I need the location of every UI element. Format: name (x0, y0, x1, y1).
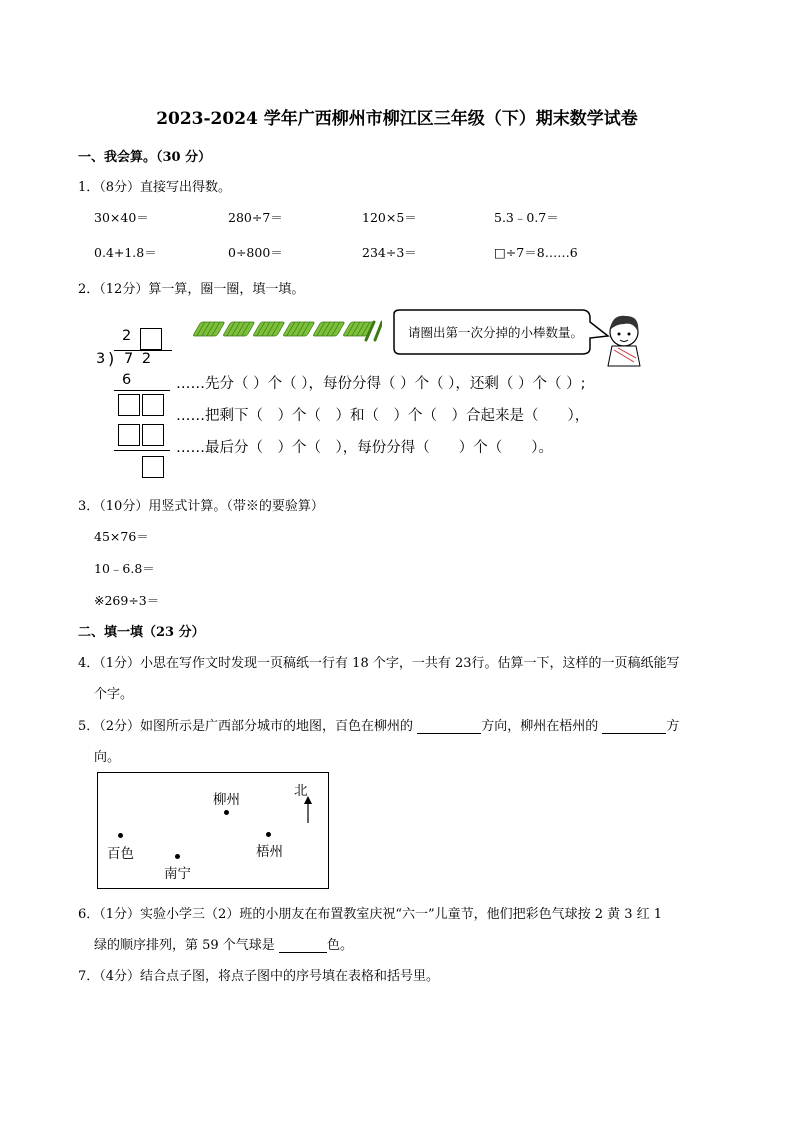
city-dot-wuzhou (266, 832, 271, 837)
division-bracket: ) (108, 349, 115, 368)
explain-line-2: ……把剩下（ ）个（ ）和（ ）个（ ）合起来是（ ）， (176, 408, 590, 424)
question-4-line-1: 4．（1分）小思在写作文时发现一页稿纸一行有 18 个字，一共有 23行。估算一下，这样的一页稿纸能写 (78, 656, 680, 671)
answer-blank[interactable] (417, 719, 481, 734)
calc-item: 0÷800＝ (228, 245, 283, 260)
vertical-calc-item: 45×76＝ (94, 529, 149, 544)
section-1-heading: 一、我会算。（30 分） (78, 150, 212, 165)
city-label-wuzhou: 梧州 (256, 844, 283, 860)
divisor: 3 (96, 351, 106, 367)
north-label: 北 (294, 783, 308, 799)
city-label-nanning: 南宁 (164, 866, 191, 882)
vertical-calc-item: 10﹣6.8＝ (94, 561, 155, 576)
division-line (114, 390, 170, 391)
question-4-line-2: 个字。 (94, 687, 134, 702)
answer-blank[interactable] (602, 719, 666, 734)
calc-item: 30×40＝ (94, 210, 149, 225)
calc-item: 5.3﹣0.7＝ (494, 210, 559, 225)
product-box[interactable] (118, 424, 140, 446)
calc-item: 280÷7＝ (228, 210, 283, 225)
remainder-box[interactable] (118, 394, 140, 416)
question-6-line-1: 6．（1分）实验小学三（2）班的小朋友在布置教室庆祝“六一”儿童节，他们把彩色气球按 2 黄 3 红 1 (78, 907, 663, 922)
question-6-line-2 (94, 934, 353, 953)
city-dot-nanning (175, 854, 180, 859)
division-line (114, 450, 170, 451)
city-map (97, 772, 329, 889)
sticks-illustration (192, 316, 382, 344)
north-arrow-icon (303, 795, 313, 825)
division-figure (96, 308, 644, 480)
city-dot-baise (118, 833, 123, 838)
question-5-line-1 (78, 715, 679, 734)
girl-illustration-icon (600, 310, 648, 370)
page-title: 2023-2024 学年广西柳州市柳江区三年级（下）期末数学试卷 (156, 109, 638, 129)
section-2-heading: 二、填一填（23 分） (78, 625, 205, 640)
q5-part-1: 5．（2分）如图所示是广西部分城市的地图，百色在柳州的 (78, 719, 414, 734)
city-label-liuzhou: 柳州 (213, 792, 240, 808)
question-3-stem: 3．（10分）用竖式计算。（带※的要验算） (78, 499, 324, 514)
question-7-stem: 7．（4分）结合点子图，将点子图中的序号填在表格和括号里。 (78, 969, 440, 984)
subtract-value: 6 (122, 372, 132, 388)
calc-item: □÷7＝8……6 (494, 245, 578, 260)
q5-part-2: 方向，柳州在梧州的 (481, 719, 599, 734)
question-1-stem: 1．（8分）直接写出得数。 (78, 180, 232, 195)
dividend: 7 2 (124, 351, 154, 367)
calc-item: 120×5＝ (362, 210, 417, 225)
remainder-box[interactable] (142, 394, 164, 416)
question-5-line-2: 向。 (94, 750, 121, 765)
calc-item: 0.4+1.8＝ (94, 245, 157, 260)
explain-line-1: ……先分（ ）个（ ），每份分得（ ）个（ ），还剩（ ）个（ ）; (176, 376, 586, 392)
vertical-calc-item: ※269÷3＝ (94, 593, 160, 608)
q5-part-3: 方 (666, 719, 680, 734)
question-2-stem: 2．（12分）算一算，圈一圈，填一填。 (78, 282, 305, 297)
q6-line-2a: 绿的顺序排列，第 59 个气球是 (94, 938, 275, 953)
answer-blank[interactable] (279, 938, 327, 953)
city-dot-liuzhou (224, 810, 229, 815)
bubble-text: 请圈出第一次分掉的小棒数量。 (408, 325, 584, 340)
quotient-digit: 2 (122, 328, 132, 344)
q6-line-2b: 色。 (326, 938, 353, 953)
final-remainder-box[interactable] (142, 456, 164, 478)
city-label-baise: 百色 (107, 846, 134, 862)
quotient-blank-box[interactable] (140, 328, 162, 350)
product-box[interactable] (142, 424, 164, 446)
calc-item: 234÷3＝ (362, 245, 417, 260)
explain-line-3: ……最后分（ ）个（ ），每份分得（ ）个（ ）。 (176, 440, 553, 456)
